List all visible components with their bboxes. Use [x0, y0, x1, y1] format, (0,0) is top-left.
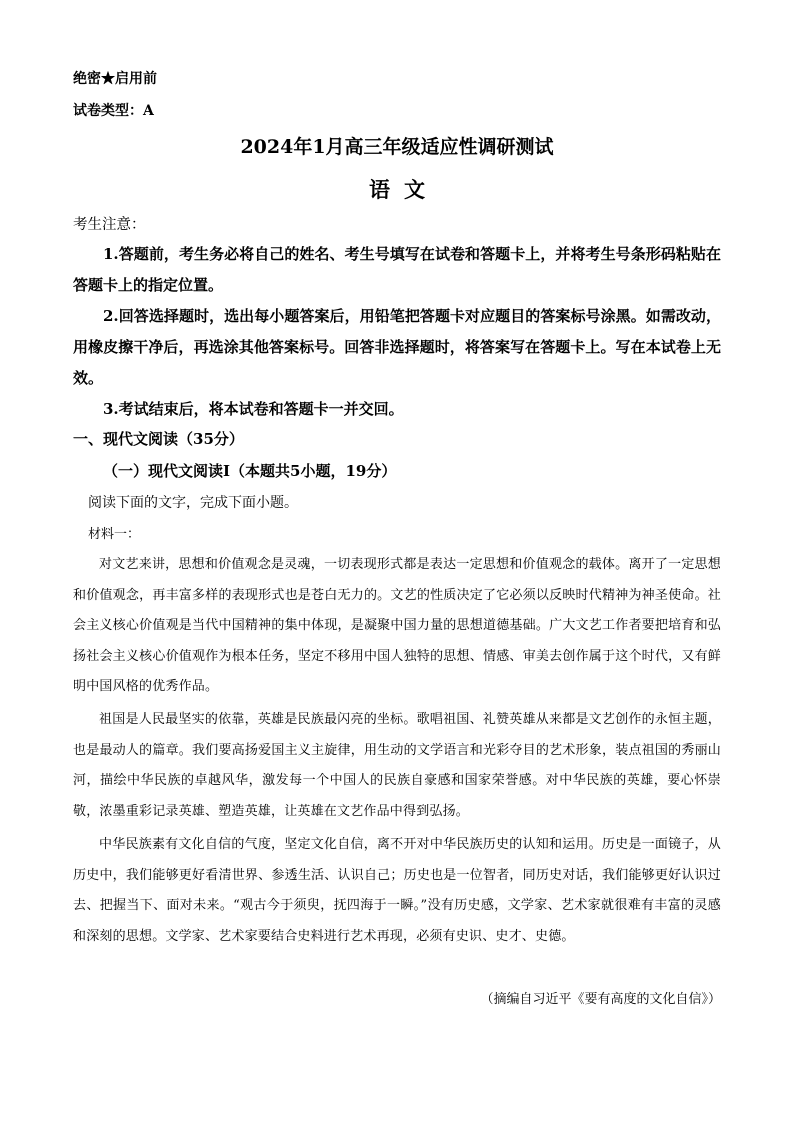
reading-instruction: 阅读下面的文字，完成下面小题。 [88, 495, 298, 511]
material-label: 材料一： [88, 527, 141, 542]
secret-label: 绝密★启用前 [73, 71, 157, 87]
source-citation: （摘编自习近平《要有高度的文化自信》） [480, 992, 721, 1007]
notice-heading: 考生注意： [73, 217, 146, 233]
subject-title: 语文 [369, 177, 439, 202]
notice-item-2: 2.回答选择题时，选出每小题答案后，用铅笔把答题卡对应题目的答案标号涂黑。如需改动，用橡皮擦干净后，再选涂其他答案标号。回答非选择题时，将答案写在答题卡上。写在本试卷上无效。 [73, 307, 721, 387]
exam-title: 2024年1月高三年级适应性调研测试 [240, 136, 554, 158]
notice-item-1: 1.答题前，考生务必将自己的姓名、考生号填写在试卷和答题卡上，并将考生号条形码粘贴在答题卡上的指定位置。 [73, 245, 721, 294]
material-paragraph: 祖国是人民最坚实的依靠，英雄是民族最闪亮的坐标。歌唱祖国、礼赞英雄从来都是文艺创作的永恒主题，也是最动人的篇章。我们要高扬爱国主义主旋律，用生动的文学语言和光彩夺目的艺术形象，装点祖国的秀丽山河，描绘中华民族的卓越风华，激发每一个中国人的民族自豪感和国家荣誉感。对中华民族的英雄，要心怀崇敬，浓墨重彩记录英雄、塑造英雄，让英雄在文艺作品中得到弘扬。 [73, 712, 721, 819]
paper-type-label: 试卷类型：A [73, 103, 154, 119]
section-title: 一、现代文阅读（35分） [73, 430, 244, 448]
subsection-title: （一）现代文阅读Ⅰ（本题共5小题，19分） [103, 462, 397, 480]
material-paragraph: 对文艺来讲，思想和价值观念是灵魂，一切表现形式都是表达一定思想和价值观念的载体。离开了一定思想和价值观念，再丰富多样的表现形式也是苍白无力的。文艺的性质决定了它必须以反映时代精神为神圣使命。社会主义核心价值观是当代中国精神的集中体现，是凝聚中国力量的思想道德基础。广大文艺工作者要把培育和弘扬社会主义核心价值观作为根本任务，坚定不移用中国人独特的思想、情感、审美去创作属于这个时代，又有鲜明中国风格的优秀作品。 [73, 557, 721, 695]
notice-item-3: 3.考试结束后，将本试卷和答题卡一并交回。 [103, 400, 404, 418]
material-paragraph: 中华民族素有文化自信的气度，坚定文化自信，离不开对中华民族历史的认知和运用。历史是一面镜子，从历史中，我们能够更好看清世界、参透生活、认识自己；历史也是一位智者，同历史对话，我们能够更好认识过去、把握当下、面对未来。“观古今于须臾，抚四海于一瞬。”没有历史感，文学家、艺术家就很难有丰富的灵感和深刻的思想。文学家、艺术家要结合史料进行艺术再现，必须有史识、史才、史德。 [73, 837, 721, 944]
